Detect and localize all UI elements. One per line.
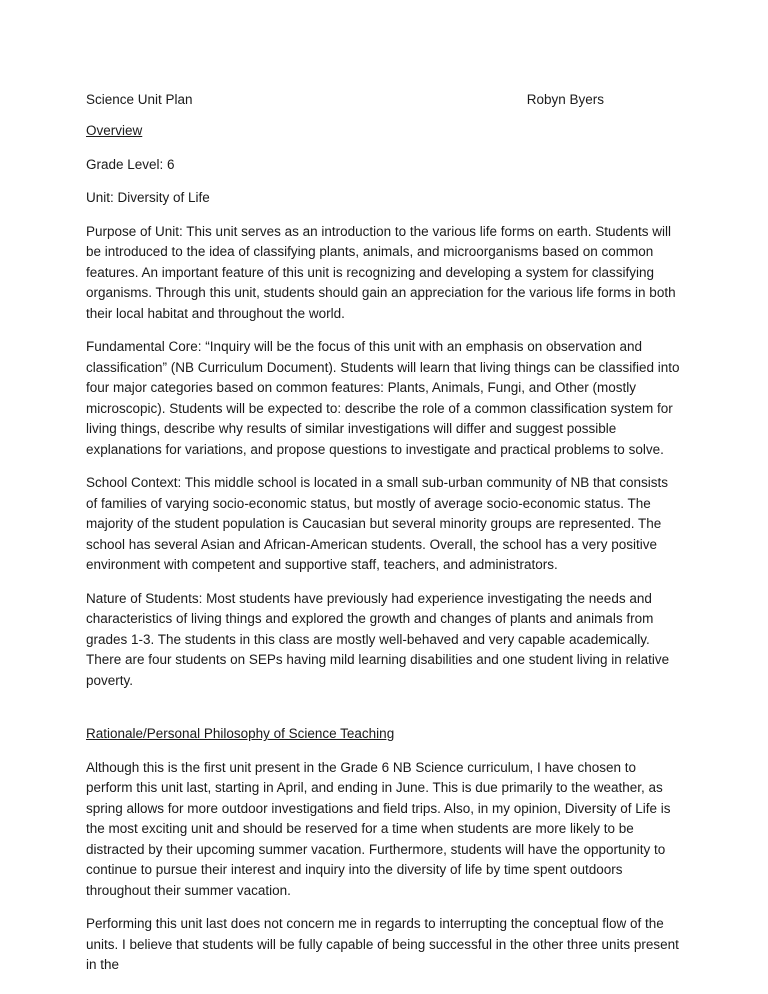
author-name: Robyn Byers xyxy=(526,92,604,107)
document-title: Science Unit Plan xyxy=(86,92,193,107)
fundamental-core-paragraph: Fundamental Core: “Inquiry will be the focus of this unit with an emphasis on observation and classification” (NB Curriculum Document). Students will learn that living things can be classified into four major categories based on common features: Plants, Animals, Fungi, and Other (mostly microscopic). Students will be expected to: describe the role of a common classification system for living things, describe why results of similar investigations will differ and suggest possible explanations for variations, and propose questions to investigate and practical problems to solve. xyxy=(86,339,680,457)
rationale-heading: Rationale/Personal Philosophy of Science Teaching xyxy=(86,726,395,741)
grade-level: Grade Level: 6 xyxy=(86,156,175,172)
purpose-paragraph: Purpose of Unit: This unit serves as an introduction to the various life forms on earth. Students will be introduced to the idea of classifying plants, animals, and microorganisms based on common features. An important feature of this unit is recognizing and developing a system for classifying organisms. Through this unit, students should gain an appreciation for the various life forms in both their local habitat and throughout the world. xyxy=(86,223,676,321)
rationale-paragraph-1: Although this is the first unit present in the Grade 6 NB Science curriculum, I have chosen to perform this unit last, starting in April, and ending in June. This is due primarily to the weather, as spring allows for more outdoor investigations and field trips. Also, in my opinion, Diversity of Life is the most exciting unit and should be reserved for a time when students are more likely to be distracted by their upcoming summer vacation. Furthermore, students will have the opportunity to continue to pursue their interest and inquiry into the diversity of life by time spent outdoors throughout their summer vacation. xyxy=(86,759,671,898)
nature-of-students-paragraph: Nature of Students: Most students have previously had experience investigating the needs and characteristics of living things and explored the growth and changes of plants and animals from grades 1-3. The students in this class are mostly well-behaved and very capable academically. There are four students on SEPs having mild learning disabilities and one student living in relative poverty. xyxy=(86,590,670,688)
overview-heading: Overview xyxy=(86,123,143,138)
school-context-paragraph: School Context: This middle school is located in a small sub-urban community of NB that consists of families of varying socio-economic status, but mostly of average socio-economic status. The majority of the student population is Caucasian but several minority groups are represented. The school has several Asian and African-American students. Overall, the school has a very positive environment with competent and supportive staff, teachers, and administrators. xyxy=(86,475,669,572)
rationale-paragraph-2: Performing this unit last does not concern me in regards to interrupting the conceptual flow of the units. I believe that students will be fully capable of being successful in the other three units present in the xyxy=(86,916,679,972)
unit-name: Unit: Diversity of Life xyxy=(86,190,210,205)
document-header xyxy=(86,92,682,108)
